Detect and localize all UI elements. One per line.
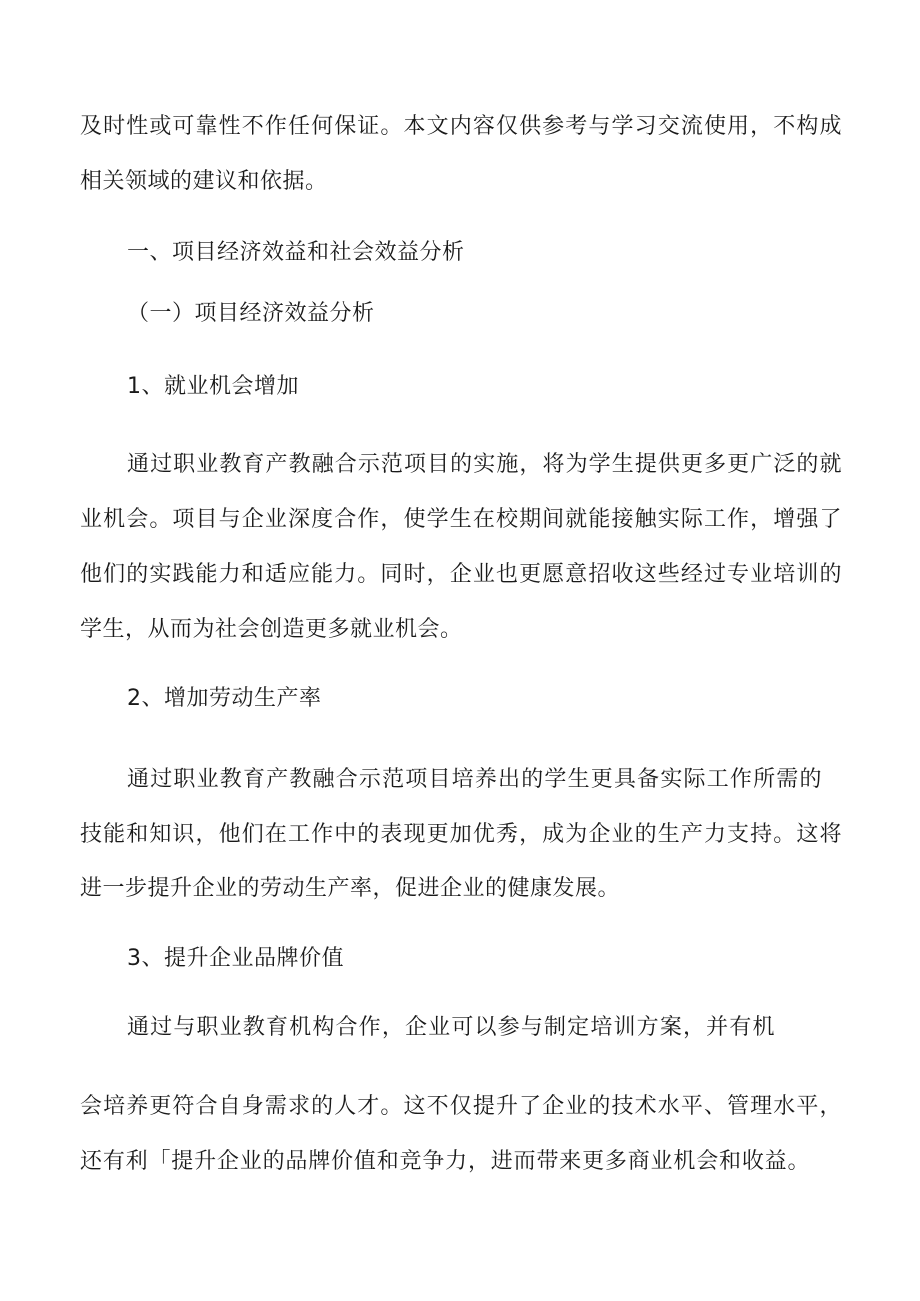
intro-line: 及时性或可靠性不作任何保证。本文内容仅供参考与学习交流使用，不构成: [80, 114, 842, 139]
paragraph-line: 通过职业教育产教融合示范项目的实施，将为学生提供更多更广泛的就: [127, 452, 842, 477]
paragraph-line: 他们的实践能力和适应能力。同时，企业也更愿意招收这些经过专业培训的: [80, 562, 842, 587]
paragraph-line: 通过与职业教育机构合作，企业可以参与制定培训方案，并有机: [127, 1015, 775, 1040]
paragraph-line: 学生，从而为社会创造更多就业机会。: [80, 617, 463, 642]
item-heading: 3、提升企业品牌价值: [127, 946, 344, 971]
paragraph-line: 进一步提升企业的劳动生产率，促进企业的健康发展。: [80, 876, 621, 901]
paragraph-line: 业机会。项目与企业深度合作，使学生在校期间就能接触实际工作，增强了: [80, 507, 842, 532]
paragraph-line: 通过职业教育产教融合示范项目培养出的学生更具备实际工作所需的: [127, 767, 822, 792]
paragraph-line: 还有利「提升企业的品牌价值和竞争力，进而带来更多商业机会和收益。: [80, 1149, 810, 1174]
subsection-heading: （一）项目经济效益分析: [127, 301, 375, 326]
paragraph-line: 会培养更符合自身需求的人才。这不仅提升了企业的技术水平、管理水平，: [80, 1094, 842, 1119]
item-heading: 1、就业机会增加: [127, 374, 299, 399]
item-heading: 2、增加劳动生产率: [127, 686, 322, 711]
paragraph-line: 技能和知识，他们在工作中的表现更加优秀，成为企业的生产力支持。这将: [80, 822, 842, 847]
intro-line: 相关领域的建议和依据。: [80, 169, 328, 194]
section-heading: 一、项目经济效益和社会效益分析: [127, 240, 465, 265]
